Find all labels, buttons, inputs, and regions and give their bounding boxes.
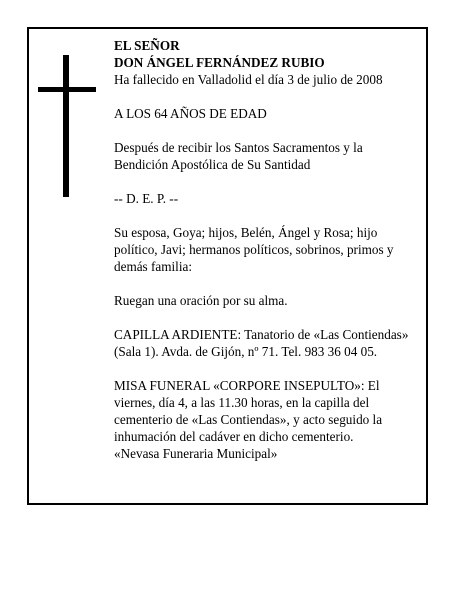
funeral-home-line: «Nevasa Funeraria Municipal» bbox=[114, 446, 278, 461]
obituary-text bbox=[114, 37, 426, 462]
sacraments-line-2: Bendición Apostólica de Su Santidad bbox=[114, 157, 311, 172]
rip-line: -- D. E. P. -- bbox=[114, 191, 179, 206]
family-line-3: demás familia: bbox=[114, 259, 192, 274]
chapel-line-2: (Sala 1). Avda. de Gijón, nº 71. Tel. 983 36 04 05. bbox=[114, 344, 378, 359]
cross-horizontal-bar bbox=[38, 87, 96, 92]
title-line: EL SEÑOR bbox=[114, 38, 180, 53]
family-line-2: político, Javi; hermanos políticos, sobrinos, primos y bbox=[114, 242, 394, 257]
mass-line-4: inhumación del cadáver en dicho cementerio. bbox=[114, 429, 354, 444]
mass-line-2: viernes, día 4, a las 11.30 horas, en la capilla del bbox=[114, 395, 370, 410]
cross-vertical-bar bbox=[63, 55, 69, 197]
mass-line-3: cementerio de «Las Contiendas», y acto seguido la bbox=[114, 412, 383, 427]
mass-line-1: MISA FUNERAL «CORPORE INSEPULTO»: El bbox=[114, 378, 380, 393]
chapel-line-1: CAPILLA ARDIENTE: Tanatorio de «Las Contiendas» bbox=[114, 327, 409, 342]
deceased-name: DON ÁNGEL FERNÁNDEZ RUBIO bbox=[114, 55, 325, 70]
age-line: A LOS 64 AÑOS DE EDAD bbox=[114, 106, 267, 121]
family-line-1: Su esposa, Goya; hijos, Belén, Ángel y Rosa; hijo bbox=[114, 225, 378, 240]
death-statement: Ha fallecido en Valladolid el día 3 de julio de 2008 bbox=[114, 72, 383, 87]
prayer-line: Ruegan una oración por su alma. bbox=[114, 293, 288, 308]
sacraments-line-1: Después de recibir los Santos Sacramentos y la bbox=[114, 140, 363, 155]
